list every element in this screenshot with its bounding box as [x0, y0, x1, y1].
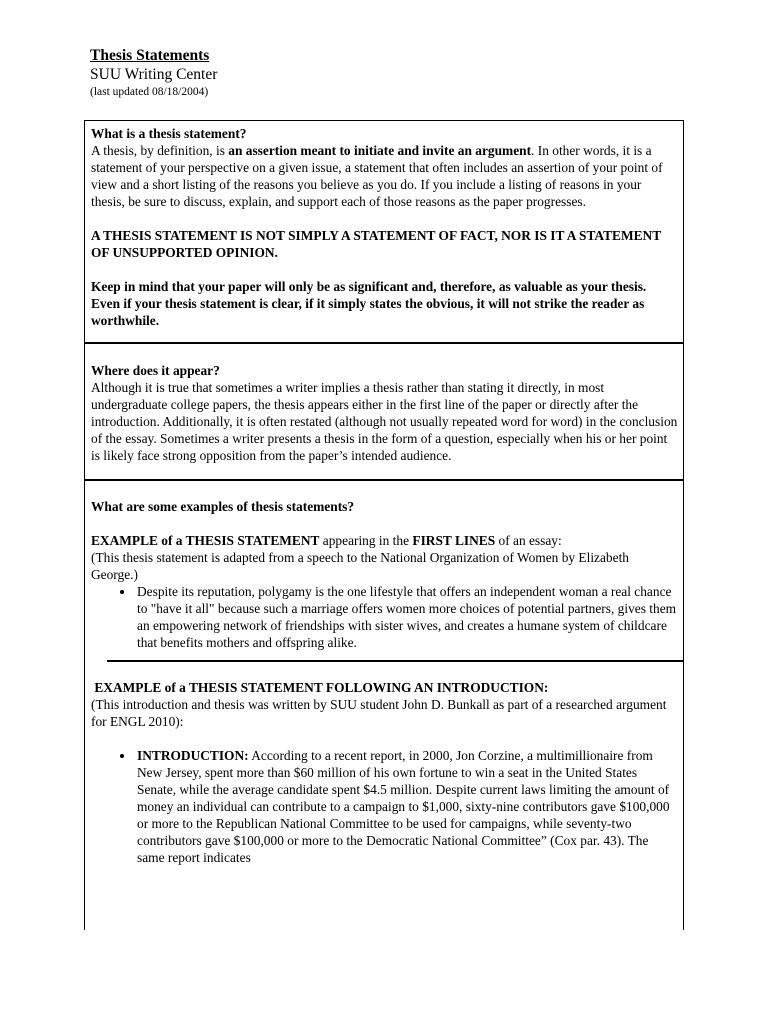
introduction-text: According to a recent report, in 2000, Jon Corzine, a multimillionaire from New Jersey, spent more than $60 million of his own fortune to win a seat in the United States Senate, while the average candidate spent $4.5 million. Despite current laws limiting the amount of money an individual can contribute to a campaign to $1,000, sixty-nine contributors gave $100,000 or more to the Republican National Committee to be used for campaigns, while seventy-two contributors gave $100,000 or more to the Democratic National Committee” (Cox par. 43). The same report indicates: [137, 748, 670, 865]
definition-text-start: A thesis, by definition, is: [91, 143, 229, 158]
section-what-is: [85, 121, 683, 329]
section-heading-where: Where does it appear?: [91, 363, 220, 378]
last-updated-date: (last updated 08/18/2004): [90, 86, 209, 98]
example1-bullet: • Despite its reputation, polygamy is the one lifestyle that offers an independent woman a real chance to "have it all" because such a marriage offers women more choices of potential partners, gives them an empowering network of friendships with sister wives, and creates a humane system of childcare that benefits mothers and offspring alike.: [135, 583, 678, 651]
introduction-label: INTRODUCTION:: [137, 748, 249, 763]
example2-bullet: [135, 747, 678, 866]
example1-text-end: of an essay:: [495, 533, 562, 548]
example2-heading: EXAMPLE of a THESIS STATEMENT FOLLOWING AN INTRODUCTION:: [91, 680, 549, 695]
document-subtitle: SUU Writing Center: [90, 66, 218, 83]
example1-list: [91, 583, 678, 651]
where-paragraph: Although it is true that sometimes a writer implies a thesis rather than stating it directly, in most undergraduate college papers, the thesis appears either in the first line of the paper or directly after the introduction. Additionally, it is often restated (although not usually repeated word for word) in the conclusion of the essay. Sometimes a writer presents a thesis in the form of a question, especially when his or her point is likely face strong opposition from the paper’s intended audience.: [91, 380, 678, 463]
example1-heading: [91, 532, 678, 549]
caps-statement: A THESIS STATEMENT IS NOT SIMPLY A STATEMENT OF FACT, NOR IS IT A STATEMENT OF UNSUPPORTED OPINION.: [91, 228, 661, 260]
example2-note: (This introduction and thesis was written by SUU student John D. Bunkall as part of a researched argument for ENGL 2010):: [91, 697, 667, 729]
section-heading-examples: What are some examples of thesis statements?: [91, 499, 355, 514]
example1-label: EXAMPLE of a THESIS STATEMENT: [91, 533, 320, 548]
example1-text: appearing in the: [319, 533, 413, 548]
example1-first-lines: FIRST LINES: [412, 533, 496, 548]
content-box: [84, 120, 684, 930]
section-where: [85, 362, 683, 464]
example1-note: (This thesis statement is adapted from a speech to the National Organization of Women by Elizabeth George.): [91, 550, 629, 582]
section-example2: [85, 679, 683, 866]
keep-in-mind-paragraph: Keep in mind that your paper will only be as significant and, therefore, as valuable as your thesis. Even if your thesis statement is clear, if it simply states the obvious, it will not strike the reader as worthwhile.: [91, 279, 647, 328]
document-title: Thesis Statements: [90, 47, 210, 64]
definition-paragraph: [91, 142, 678, 210]
example2-list: [91, 747, 678, 866]
document-header: [90, 46, 217, 99]
definition-emphasis: an assertion meant to initiate and invite an argument: [228, 143, 532, 158]
section-examples: [85, 498, 683, 651]
section-heading-what-is: What is a thesis statement?: [91, 126, 247, 141]
definition-text-rest: . In other words, it is a statement of your perspective on a given issue, a statement that often includes an assertion of your point of view and a short listing of the reasons you believe as you do. If you include a listing of reasons in your thesis, be sure to discuss, explain, and support each of those reasons as the paper progresses.: [91, 143, 663, 209]
